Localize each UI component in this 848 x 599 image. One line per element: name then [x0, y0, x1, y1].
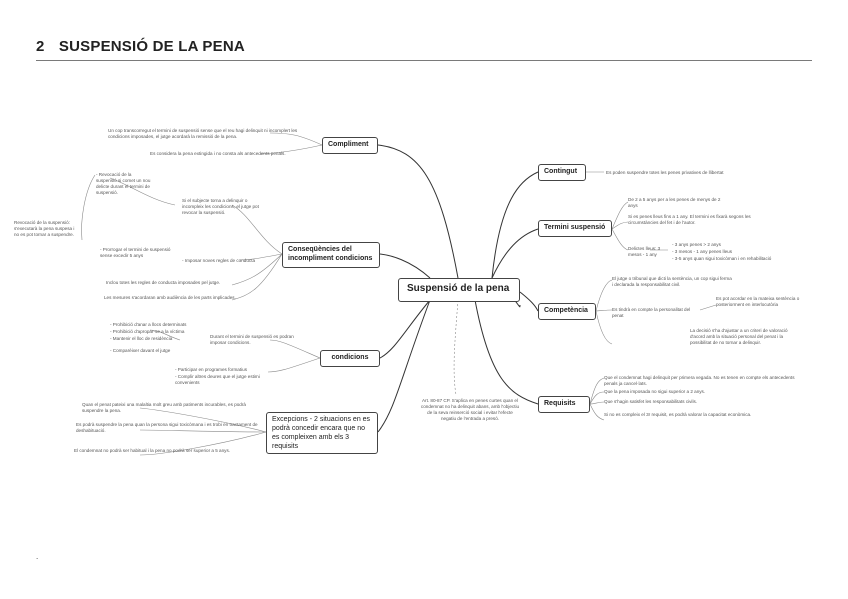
termini-note-6: - 3-5 anys quan sigui toxicòman i en rehabilitació: [672, 256, 772, 261]
condicions-note-5: Durant el termini de suspensió es podran imposar condicions.: [210, 334, 294, 345]
excepcions-note-2: Es podrà suspendre la pena quan la persona sigui toxicòmana i es trobi en tractament de deshabituació.: [76, 422, 258, 433]
competencia-note-2: Es tindrà en compte la personalitat del penat: [612, 307, 691, 318]
competencia-note-3: Es pot acordar en la mateixa sentència o posteriorment en interlocutòria: [716, 296, 800, 307]
termini-note-1: De 2 a 5 anys per a les penes de menys de 2 anys: [628, 197, 721, 208]
branch-condicions[interactable]: condicions: [320, 350, 380, 367]
termini-note-5: - 3 mesos - 1 any penes lleus: [672, 249, 733, 254]
condicions-note-7: - Complir altres deures que el jutge estimi convenients: [175, 374, 260, 385]
requisits-note-4: Si no es compleix el 3r requisit, es podrà valorar la capacitat econòmica.: [604, 412, 752, 417]
branch-contingut[interactable]: Contingut: [538, 164, 586, 181]
competencia-note-4: La decisió s'ha d'ajustar a un criteri de valoració d'acord amb la situació personal del penat i la possibilitat de no tornar a delinquir.: [690, 328, 788, 345]
branch-requisits[interactable]: Requisits: [538, 396, 590, 413]
competencia-note-1: El jutge o tribunal que dicti la sentència, un cop sigui ferma i declarada la responsabilitat civil.: [612, 276, 732, 287]
condicions-note-2: - Prohibició d'apropar-se a la víctima: [110, 329, 185, 334]
condicions-note-1: - Prohibició d'anar a llocs determinats: [110, 322, 187, 327]
requisits-note-1: Que el condemnat hagi delinquit per primera vegada. No es tenen en compte els antecedents penals ja cancel·lats.: [604, 375, 795, 386]
conseq-note-6: Les mesures s'acordaran amb audiència de les parts implicades.: [104, 295, 236, 300]
excepcions-bottom-note: Art. 80-87 CP. S'aplica en penes curtes quan el condemnat no ha delinquit abans, amb l'objectiu de la seva reinserció social i evitar l'efecte negatiu de l'entrada a presó.: [420, 398, 520, 421]
excepcions-note-3: El condemnat no podrà ser habitual i la pena no podrà ser superior a 5 anys.: [74, 448, 231, 453]
branch-competencia[interactable]: Competència: [538, 303, 596, 320]
branch-consequencies[interactable]: Conseqüències del incompliment condicions: [282, 242, 380, 268]
conseq-note-1: - Revocació de la suspensió si comet un nou delicte durant el termini de suspensió.: [96, 172, 151, 195]
conseq-note-4: - Imposar noves regles de conducta: [182, 258, 256, 263]
requisits-note-3: Que s'hagin satisfet les responsabilitats civils.: [604, 399, 698, 404]
conseq-note-2: Si el subjecte torna a delinquir o incompleix les condicions, el jutge pot revocar la suspensió.: [182, 198, 259, 215]
conseq-left-note: Revocació de la suspensió: s'executarà la pena suspesa i no es pot tornar a suspendre.: [14, 220, 75, 237]
termini-note-4: - 3 anys penes > 2 anys: [672, 242, 721, 247]
requisits-note-2: Que la pena imposada no sigui superior a 2 anys.: [604, 389, 706, 394]
branch-termini-suspensio[interactable]: Termini suspensió: [538, 220, 612, 237]
conseq-note-5: Inclou totes les regles de conducta imposades pel jutge.: [106, 280, 221, 285]
termini-note-2: Si es penes lleus fins a 1 any. El termini es fixarà segons les circumstàncies del fet i de l'autor.: [628, 214, 751, 225]
compliment-note-1: Un cop transcorregut el termini de suspensió sense que el reu hagi delinquit ni incomplert les condicions imposades, el jutge acordarà la remissió de la pena.: [108, 128, 298, 139]
central-topic[interactable]: Suspensió de la pena: [398, 278, 520, 302]
condicions-note-4: - Comparèixer davant el jutge: [110, 348, 171, 353]
excepcions-note-1: Quan el penat pateixi una malaltia molt greu amb patiments incurables, es podrà suspendre la pena.: [82, 402, 246, 413]
condicions-note-6: - Participar en programes formatius: [175, 367, 247, 372]
section-number: 2: [36, 38, 45, 55]
termini-note-3: Delictes lleus: 3 mesos - 1 any: [628, 246, 661, 257]
branch-excepcions[interactable]: Excepcions - 2 situacions en es podrà concedir encara que no es compleixen amb els 3 requisits: [266, 412, 378, 454]
footer-mark: .: [36, 552, 39, 561]
contingut-note-1: Es poden suspendre totes les penes privatives de llibertat: [606, 170, 724, 175]
condicions-note-3: - Mantenir el lloc de residència: [110, 336, 173, 341]
compliment-note-2: Es considera la pena extingida i no consta als antecedents penals.: [150, 151, 286, 156]
section-title: SUSPENSIÓ DE LA PENA: [58, 38, 245, 55]
conseq-note-3: - Prorrogar el termini de suspensió sense excedir 5 anys: [100, 247, 171, 258]
branch-compliment[interactable]: Compliment: [322, 137, 378, 154]
